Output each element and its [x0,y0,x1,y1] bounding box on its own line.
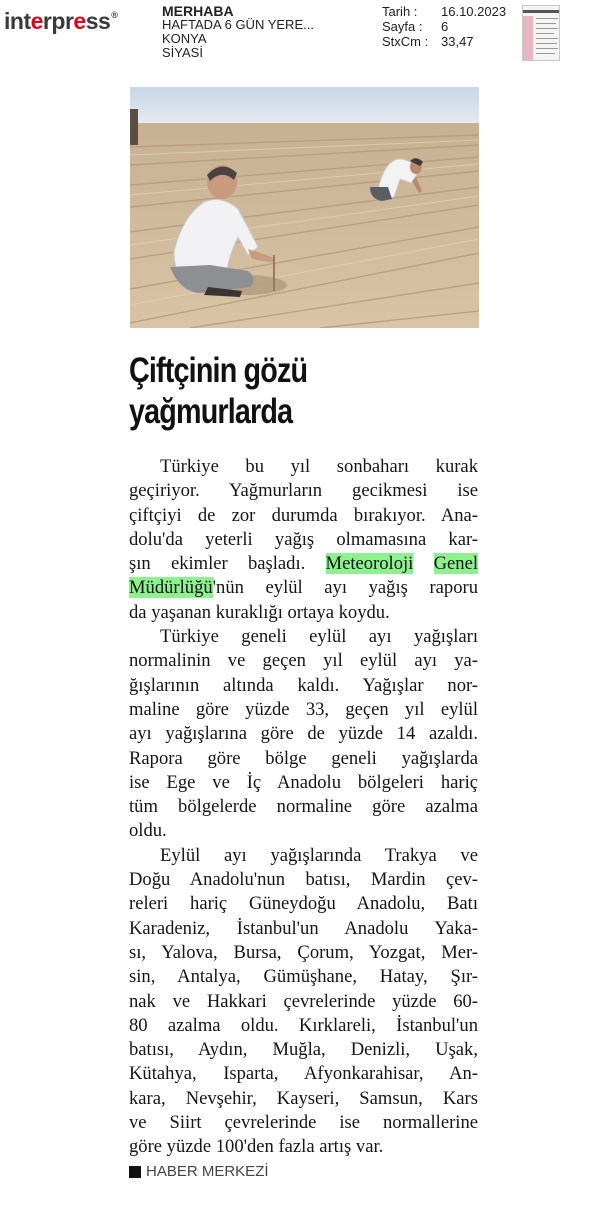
article-body [129,455,478,1160]
stxcm-row [382,34,506,49]
thumbnail-line [536,23,556,24]
article-photo-farmers-in-field [130,87,479,328]
thumbnail-highlight-column [523,16,533,60]
headline-line: Çiftçinin gözü [129,351,308,390]
thumbnail-line [536,48,558,49]
headline-line: yağmurlarda [129,392,293,431]
body-line: Eylül ayı yağışlarında Trakya ve [160,844,478,866]
body-line: maline göre yüzde 33, geçen yıl eylül [129,698,478,720]
body-line: geçiriyor. Yağmurların gecikmesi ise [129,480,478,502]
body-line: Türkiye bu yıl sonbaharı kurak [160,456,478,477]
thumbnail-line [536,18,558,19]
body-line: sin, Antalya, Gümüşhane, Hatay, Şır- [129,966,478,988]
stxcm-value: 33,47 [441,34,474,49]
body-line: 80 azalma oldu. Kırklareli, İstanbul'un [129,1014,478,1036]
logo-text: interpress [4,8,111,34]
body-line: oldu. [129,820,167,842]
page-thumbnail[interactable] [522,5,560,61]
thumbnail-line [536,43,557,44]
body-line: çiftçiyi de zor durumda bırakıyor. Ana- [129,504,478,526]
body-line: sı, Yalova, Bursa, Çorum, Yozgat, Mer- [129,941,478,963]
interpress-logo [4,8,117,35]
body-line: Doğu Anadolu'nun batısı, Mardin çev- [129,869,478,891]
body-line: releri hariç Güneydoğu Anadolu, Batı [129,893,478,915]
date-value: 16.10.2023 [441,4,507,19]
byline-text: HABER MERKEZİ [146,1163,269,1180]
clipping-meta [382,4,506,49]
registered-mark: ® [111,10,118,20]
date-row [382,4,506,19]
body-line: Kütahya, Isparta, Afyonkarahisar, An- [129,1063,478,1085]
article-byline [129,1163,269,1180]
body-line: ğışlarının altında kaldı. Yağışlar nor- [129,674,478,696]
body-line: nak ve Hakkari çevrelerinde yüzde 60- [129,990,478,1012]
thumbnail-line [536,28,558,29]
page-label: Sayfa : [382,19,423,34]
article-headline [129,350,424,432]
body-line: tüm bölgelerde normaline göre azalma [129,796,478,818]
highlighted-keyword[interactable]: Meteoroloji [325,553,414,575]
body-text: 'nün eylül ayı yağış raporu [212,577,478,599]
page-row [382,19,506,34]
body-line: ve Siirt çevrelerinde ise normallerine [129,1112,478,1134]
body-line [129,576,478,600]
thumbnail-masthead [523,10,559,13]
body-line: dolu'da yeterli yağış olmamasına kar- [129,528,478,550]
body-line: Rapora göre bölge geneli yağışlarda [129,747,478,769]
thumbnail-line [536,38,558,39]
publication-frequency: HAFTADA 6 GÜN YERE... [162,17,314,32]
body-line: ayı yağışlarına göre de yüzde 14 azaldı. [129,723,478,745]
thumbnail-line [536,33,554,34]
stxcm-label: StxCm : [382,34,429,49]
thumbnail-line [536,53,555,54]
publication-info [162,4,314,60]
body-line: ise Ege ve İç Anadolu bölgeleri hariç [129,771,478,793]
page-value: 6 [441,19,449,34]
body-line: batısı, Aydın, Muğla, Denizli, Uşak, [129,1039,478,1061]
publication-category: SİYASİ [162,45,203,60]
highlighted-keyword[interactable]: Genel [433,553,478,575]
publication-city: KONYA [162,31,207,46]
body-line: göre yüzde 100'den fazla artış var. [129,1136,384,1158]
body-line: Türkiye geneli eylül ayı yağışları [160,626,478,648]
body-line: kara, Nevşehir, Kayseri, Samsun, Kars [129,1087,478,1109]
highlighted-keyword[interactable]: Müdürlüğü [129,577,213,599]
publication-name: MERHABA [162,3,234,19]
body-line: Karadeniz, İstanbul'un Anadolu Yaka- [129,917,478,939]
date-label: Tarih : [382,4,418,19]
body-line: normalinin ve geçen yıl eylül ayı ya- [129,650,478,672]
body-line: da yaşanan kuraklığı ortaya koydu. [129,601,390,623]
black-square-icon [129,1166,141,1178]
body-text: şın ekimler başladı. [129,553,306,575]
body-line [129,552,478,576]
